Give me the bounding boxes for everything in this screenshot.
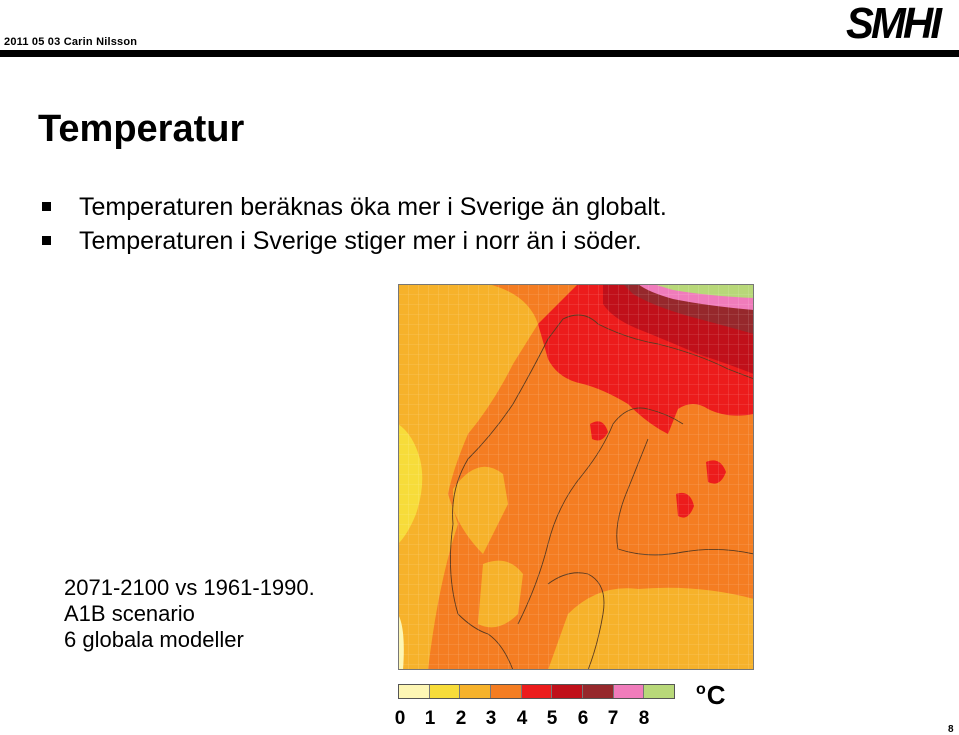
header-meta: 2011 05 03 Carin Nilsson	[4, 36, 138, 48]
bullet-square-icon	[42, 236, 51, 245]
legend-swatch	[552, 685, 583, 698]
legend-tick: 4	[516, 708, 528, 729]
slide-title: Temperatur	[38, 108, 245, 150]
legend-tick: 5	[546, 708, 558, 729]
legend-swatches	[398, 684, 675, 699]
legend-unit	[696, 680, 726, 711]
unit-letter: C	[706, 680, 726, 710]
legend-swatch	[583, 685, 614, 698]
legend-tick: 1	[424, 708, 436, 729]
legend-swatch	[614, 685, 645, 698]
legend-tick: 7	[607, 708, 619, 729]
caption-period: 2071-2100 vs 1961-1990.	[64, 575, 315, 600]
temperature-change-map	[398, 284, 754, 670]
bullet-text: Temperaturen beräknas öka mer i Sverige än globalt.	[79, 193, 667, 221]
color-legend	[394, 684, 675, 729]
legend-swatch	[644, 685, 674, 698]
bullet-list	[40, 190, 667, 258]
bullet-item	[40, 224, 667, 258]
legend-tick: 3	[485, 708, 497, 729]
legend-swatch	[522, 685, 553, 698]
page-number: 8	[948, 724, 954, 735]
legend-swatch	[399, 685, 430, 698]
bullet-item	[40, 190, 667, 224]
caption-scenario: A1B scenario	[64, 601, 195, 626]
legend-swatch	[491, 685, 522, 698]
degree-symbol: o	[696, 681, 706, 698]
legend-tick: 2	[455, 708, 467, 729]
legend-swatch	[430, 685, 461, 698]
legend-tick: 0	[394, 708, 406, 729]
legend-tick: 8	[638, 708, 650, 729]
header-rule	[0, 50, 959, 57]
bullet-text: Temperaturen i Sverige stiger mer i norr än i söder.	[79, 227, 642, 255]
caption-models: 6 globala modeller	[64, 627, 244, 652]
bullet-square-icon	[42, 202, 51, 211]
smhi-logo: SMHI	[846, 0, 940, 48]
legend-swatch	[460, 685, 491, 698]
legend-tick: 6	[577, 708, 589, 729]
map-grid-overlay	[398, 284, 754, 670]
map-caption	[64, 575, 315, 653]
